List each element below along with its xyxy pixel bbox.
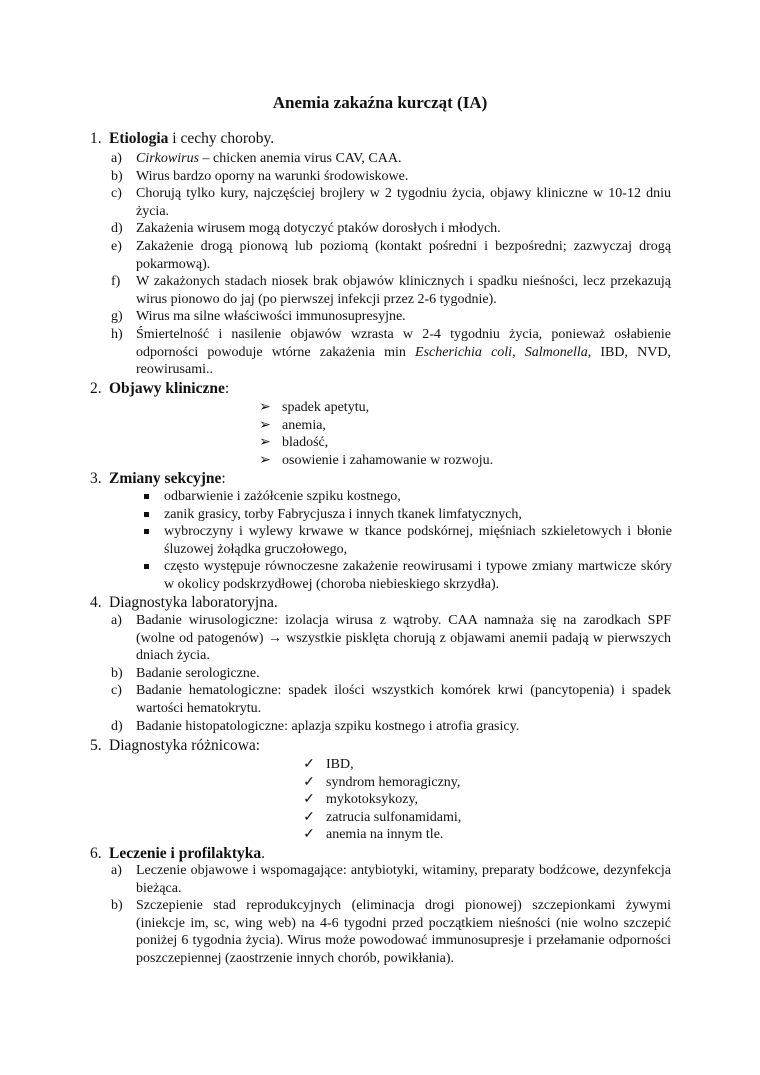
square-bullet-icon: [144, 494, 149, 499]
list-item: b) Szczepienie stad reprodukcyjnych (eliminacja drogi pionowej) szczepionkami żywymi (iniekcje im, sc, wing web) na 4-6 tygodni przed początkiem nieśności (nie wolno szczepić poniżej 6 tygodnia życia). Wirus może powodować immunosupresje i przełamanie odporności poszczepiennej (zaostrzenie innych chorób, powikłania).: [111, 898, 671, 966]
list-item: b) Wirus bardzo oporny na warunki środowiskowe.: [111, 168, 409, 184]
list-item: zanik grasicy, torby Fabrycjusza i innych tkanek limfatycznych,: [144, 506, 672, 524]
checkmark-bullet-icon: ✓: [303, 757, 315, 772]
list-item: h) Śmiertelność i nasilenie objawów wzrasta w 2-4 tygodniu życia, ponieważ osłabienie odporności powoduje wtórne zakażenia min Escherichia coli, Salmonella, IBD, NVD, reowirusami..: [111, 327, 671, 378]
list-item: d) Badanie histopatologiczne: aplazja szpiku kostnego i atrofia grasicy.: [111, 718, 520, 734]
list-item: ✓ syndrom hemoragiczny,: [303, 774, 461, 790]
checkmark-bullet-icon: ✓: [303, 809, 315, 825]
list-item: e) Zakażenie drogą pionową lub poziomą (kontakt pośredni i bezpośredni; zazwyczaj drogą pokarmową).: [111, 239, 671, 272]
list-item: f) W zakażonych stadach niosek brak objawów klinicznych i spadku nieśności, lecz przekazują wirus pionowo do jaj (po pierwszej infekcji przez 2-6 tygodnie).: [111, 274, 671, 307]
section-heading-etiology: 1. Etiologia i cechy choroby.: [90, 130, 275, 147]
list-item: a) Leczenie objawowe i wspomagające: antybiotyki, witaminy, preparaty bodźcowe, dezynfekcja bieżąca.: [111, 863, 671, 896]
checkmark-bullet-icon: ✓: [303, 827, 315, 843]
arrow-bullet-icon: ➢: [259, 452, 271, 468]
list-item: ✓ mykotoksykozy,: [303, 792, 419, 808]
list-item: ✓ IBD,: [303, 757, 354, 772]
list-item: d) Zakażenia wirusem mogą dotyczyć ptaków dorosłych i młodych.: [111, 221, 501, 237]
list-item: g) Wirus ma silne właściwości immunosupresyjne.: [111, 309, 406, 325]
list-item: a) Cirkowirus – chicken anemia virus CAV, CAA.: [111, 151, 402, 166]
list-item: ➢ anemia,: [259, 417, 326, 433]
list-item: c) Badanie hematologiczne: spadek ilości wszystkich komórek krwi (pancytopenia) i spadek wartości hematokrytu.: [111, 683, 671, 716]
arrow-bullet-icon: ➢: [259, 400, 271, 415]
arrow-right-icon: →: [267, 630, 282, 646]
list-item: ➢ spadek apetytu,: [259, 400, 370, 415]
list-item: c) Chorują tylko kury, najczęściej brojlery w 2 tygodniu życia, objawy kliniczne w 10-12 dniu życia.: [111, 186, 671, 219]
list-item: odbarwienie i zażółcenie szpiku kostnego,: [144, 488, 672, 506]
square-bullet-icon: [144, 564, 149, 569]
list-item: często występuje równoczesne zakażenie reowirusami i typowe zmiany martwicze skóry w okolicy podskrzydłowej (choroba niebieskiego skrzydła).: [144, 558, 672, 593]
page-title: Anemia zakaźna kurcząt (IA): [272, 93, 488, 112]
list-item: wybroczyny i wylewy krwawe w tkance podskórnej, mięśniach szkieletowych i błonie śluzowej żołądka gruczołowego,: [144, 523, 672, 558]
square-bullet-icon: [144, 529, 149, 534]
checkmark-bullet-icon: ✓: [303, 792, 315, 808]
section-heading-lab-diagnostics: 4. Diagnostyka laboratoryjna.: [90, 594, 278, 611]
list-item: a) Badanie wirusologiczne: izolacja wirusa z wątroby. CAA namnaża się na zarodkach SPF (wolne od patogenów) → wszystkie pisklęta chorują z objawami anemii padają w pierwszych dniach życia.: [111, 613, 671, 664]
section-heading-treatment: 6. Leczenie i profilaktyka.: [90, 845, 265, 862]
list-item: ➢ osowienie i zahamowanie w rozwoju.: [259, 452, 494, 468]
square-bullet-icon: [144, 512, 149, 517]
list-item: ✓ anemia na innym tle.: [303, 827, 444, 843]
checkmark-bullet-icon: ✓: [303, 774, 315, 790]
list-item: ➢ bladość,: [259, 435, 329, 451]
section-heading-lesions: 3. Zmiany sekcyjne:: [90, 470, 226, 487]
section-heading-symptoms: 2. Objawy kliniczne:: [90, 380, 230, 397]
arrow-bullet-icon: ➢: [259, 435, 271, 451]
section-heading-differential: 5. Diagnostyka różnicowa:: [90, 737, 261, 754]
arrow-bullet-icon: ➢: [259, 417, 271, 433]
list-item: ✓ zatrucia sulfonamidami,: [303, 809, 462, 825]
list-item: b) Badanie serologiczne.: [111, 665, 260, 681]
